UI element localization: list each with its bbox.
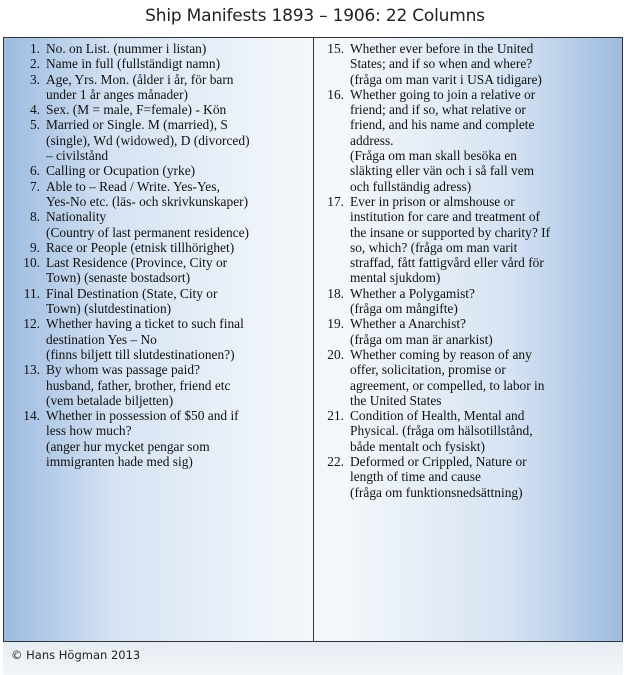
item-text [46,72,309,103]
item-text [350,87,618,194]
item-text-line: By whom was passage paid? [46,362,200,378]
manifest-column-item [318,347,618,408]
manifest-column-item [8,179,309,210]
item-number: 21. [327,408,344,424]
item-text-line: agreement, or compelled, to labor in [350,377,545,393]
item-text [46,179,309,210]
item-text-line: Race or People (etnisk tillhörighet) [46,239,235,255]
item-text-line: Whether in possession of $50 and if [46,408,239,424]
item-number: 9. [29,239,40,255]
item-number: 8. [29,209,40,225]
item-text-line: friend, and his name and complete [350,117,535,133]
item-text [46,102,309,117]
item-number: 11. [23,285,40,301]
item-number: 5. [29,117,40,133]
item-text-line: (Country of last permanent residence) [46,224,250,240]
item-text-line: (finns biljett till slutdestinationen?) [46,346,235,362]
item-text-line: (vem betalade biljetten) [46,392,174,408]
item-text [46,286,309,317]
item-text [46,56,309,71]
item-text-line: och fullständig adress) [350,178,472,194]
item-number: 3. [29,71,40,87]
item-number: 1. [29,41,40,56]
item-text-line: Ever in prison or almshouse or [350,193,515,209]
item-text-line: – civilstånd [46,148,109,164]
item-text-line: immigranten hade med sig) [46,454,193,470]
manifest-column-item [8,255,309,286]
item-text [46,209,309,240]
item-text-line: destination Yes – No [46,331,157,347]
item-number: 7. [29,178,40,194]
manifest-column-item [8,102,309,117]
item-text-line: (fråga om mångifte) [350,301,458,317]
item-text-line: Condition of Health, Mental and [350,408,525,424]
item-text-line: Last Residence (Province, City or [46,255,228,271]
item-number: 22. [327,454,344,470]
item-text [46,117,309,163]
item-text-line: Age, Yrs. Mon. (ålder i år, för barn [46,71,234,87]
item-number: 20. [327,346,344,362]
item-number: 15. [327,41,344,56]
item-text-line: Calling or Ocupation (yrke) [46,163,196,179]
manifest-column-item [8,72,309,103]
item-text-line: Town) (senaste bostadsort) [46,270,191,286]
item-text [46,163,309,178]
item-text [350,41,618,87]
item-text-line: (fråga om man varit i USA tidigare) [350,71,542,87]
item-text-line: Able to – Read / Write. Yes-Yes, [46,178,220,194]
manifest-column-item [318,194,618,286]
item-text-line: Whether coming by reason of any [350,346,532,362]
item-text-line: (fråga om man är anarkist) [350,331,493,347]
item-text-line: Sex. (M = male, F=female) - Kön [46,102,227,118]
item-text-line: the United States [350,392,442,408]
item-text [350,408,618,454]
item-text-line: Nationality [46,209,107,225]
item-number: 16. [327,86,344,102]
item-number: 10. [23,255,40,271]
manifest-column-item [8,408,309,469]
item-text-line: Deformed or Crippled, Nature or [350,454,527,470]
item-number: 13. [23,362,40,378]
item-number: 18. [327,285,344,301]
item-text [46,408,309,469]
item-text-line: (single), Wd (widowed), D (divorced) [46,132,250,148]
item-text-line: friend; and if so, what relative or [350,102,526,118]
item-text-line: Whether having a ticket to such final [46,316,244,332]
item-text [350,316,618,347]
item-text-line: (fråga om funktionsnedsättning) [350,484,523,500]
item-number: 17. [327,193,344,209]
item-text-line: institution for care and treatment of [350,209,541,225]
item-number: 2. [29,56,40,72]
page-title: Ship Manifests 1893 – 1906: 22 Columns [145,6,485,26]
item-text-line: straffad, fått fattigvård eller vård för [350,255,544,271]
manifest-columns-table [3,37,623,642]
item-text [350,286,618,317]
item-text [46,255,309,286]
item-text-line: address. [350,132,394,148]
item-text [350,454,618,500]
item-text [350,194,618,286]
item-text-line: släkting eller vän och i så fall vem [350,163,535,179]
item-text [46,316,309,362]
left-column [4,38,314,641]
manifest-column-item [318,454,618,500]
manifest-column-item [8,163,309,178]
manifest-column-item [8,316,309,362]
item-text-line: (anger hur mycket pengar som [46,438,210,454]
item-text-line: less how much? [46,423,132,439]
item-text [46,362,309,408]
item-text-line: husband, father, brother, friend etc [46,377,231,393]
item-text-line: (Fråga om man skall besöka en [350,148,517,164]
item-number: 6. [29,163,40,179]
item-text-line: No. on List. (nummer i listan) [46,41,207,56]
manifest-column-item [318,41,618,87]
copyright-footer: © Hans Högman 2013 [3,642,623,675]
manifest-column-item [8,56,309,71]
item-text-line: so, which? (fråga om man varit [350,239,518,255]
item-text-line: length of time and cause [350,469,481,485]
item-text [46,240,309,255]
item-text-line: States; and if so when and where? [350,56,533,72]
item-text [350,347,618,408]
item-text-line: mental sjukdom) [350,270,441,286]
right-column [314,38,622,641]
manifest-column-item [8,362,309,408]
item-text-line: the insane or supported by charity? If [350,224,551,240]
item-number: 12. [23,316,40,332]
item-text-line: offer, solicitation, promise or [350,362,506,378]
item-text-line: Whether a Polygamist? [350,285,475,301]
item-number: 4. [29,102,40,118]
item-text [46,41,309,56]
manifest-column-item [8,209,309,240]
item-number: 19. [327,316,344,332]
manifest-column-item [318,316,618,347]
item-text-line: Married or Single. M (married), S [46,117,228,133]
manifest-column-item [8,286,309,317]
manifest-column-item [8,117,309,163]
item-text-line: Final Destination (State, City or [46,285,218,301]
manifest-column-item [8,240,309,255]
item-text-line: Whether a Anarchist? [350,316,466,332]
item-text-line: Whether ever before in the United [350,41,534,56]
manifest-column-item [318,286,618,317]
item-text-line: Town) (slutdestination) [46,301,172,317]
item-text-line: Yes-No etc. (läs- och skrivkunskaper) [46,193,249,209]
manifest-column-item [8,41,309,56]
item-text-line: både mentalt och fysiskt) [350,438,485,454]
item-text-line: Whether going to join a relative or [350,86,536,102]
item-text-line: under 1 år anges månader) [46,86,189,102]
manifest-column-item [318,87,618,194]
item-text-line: Physical. (fråga om hälsotillstånd, [350,423,533,439]
manifest-column-item [318,408,618,454]
item-number: 14. [23,408,40,424]
item-text-line: Name in full (fullständigt namn) [46,56,221,72]
